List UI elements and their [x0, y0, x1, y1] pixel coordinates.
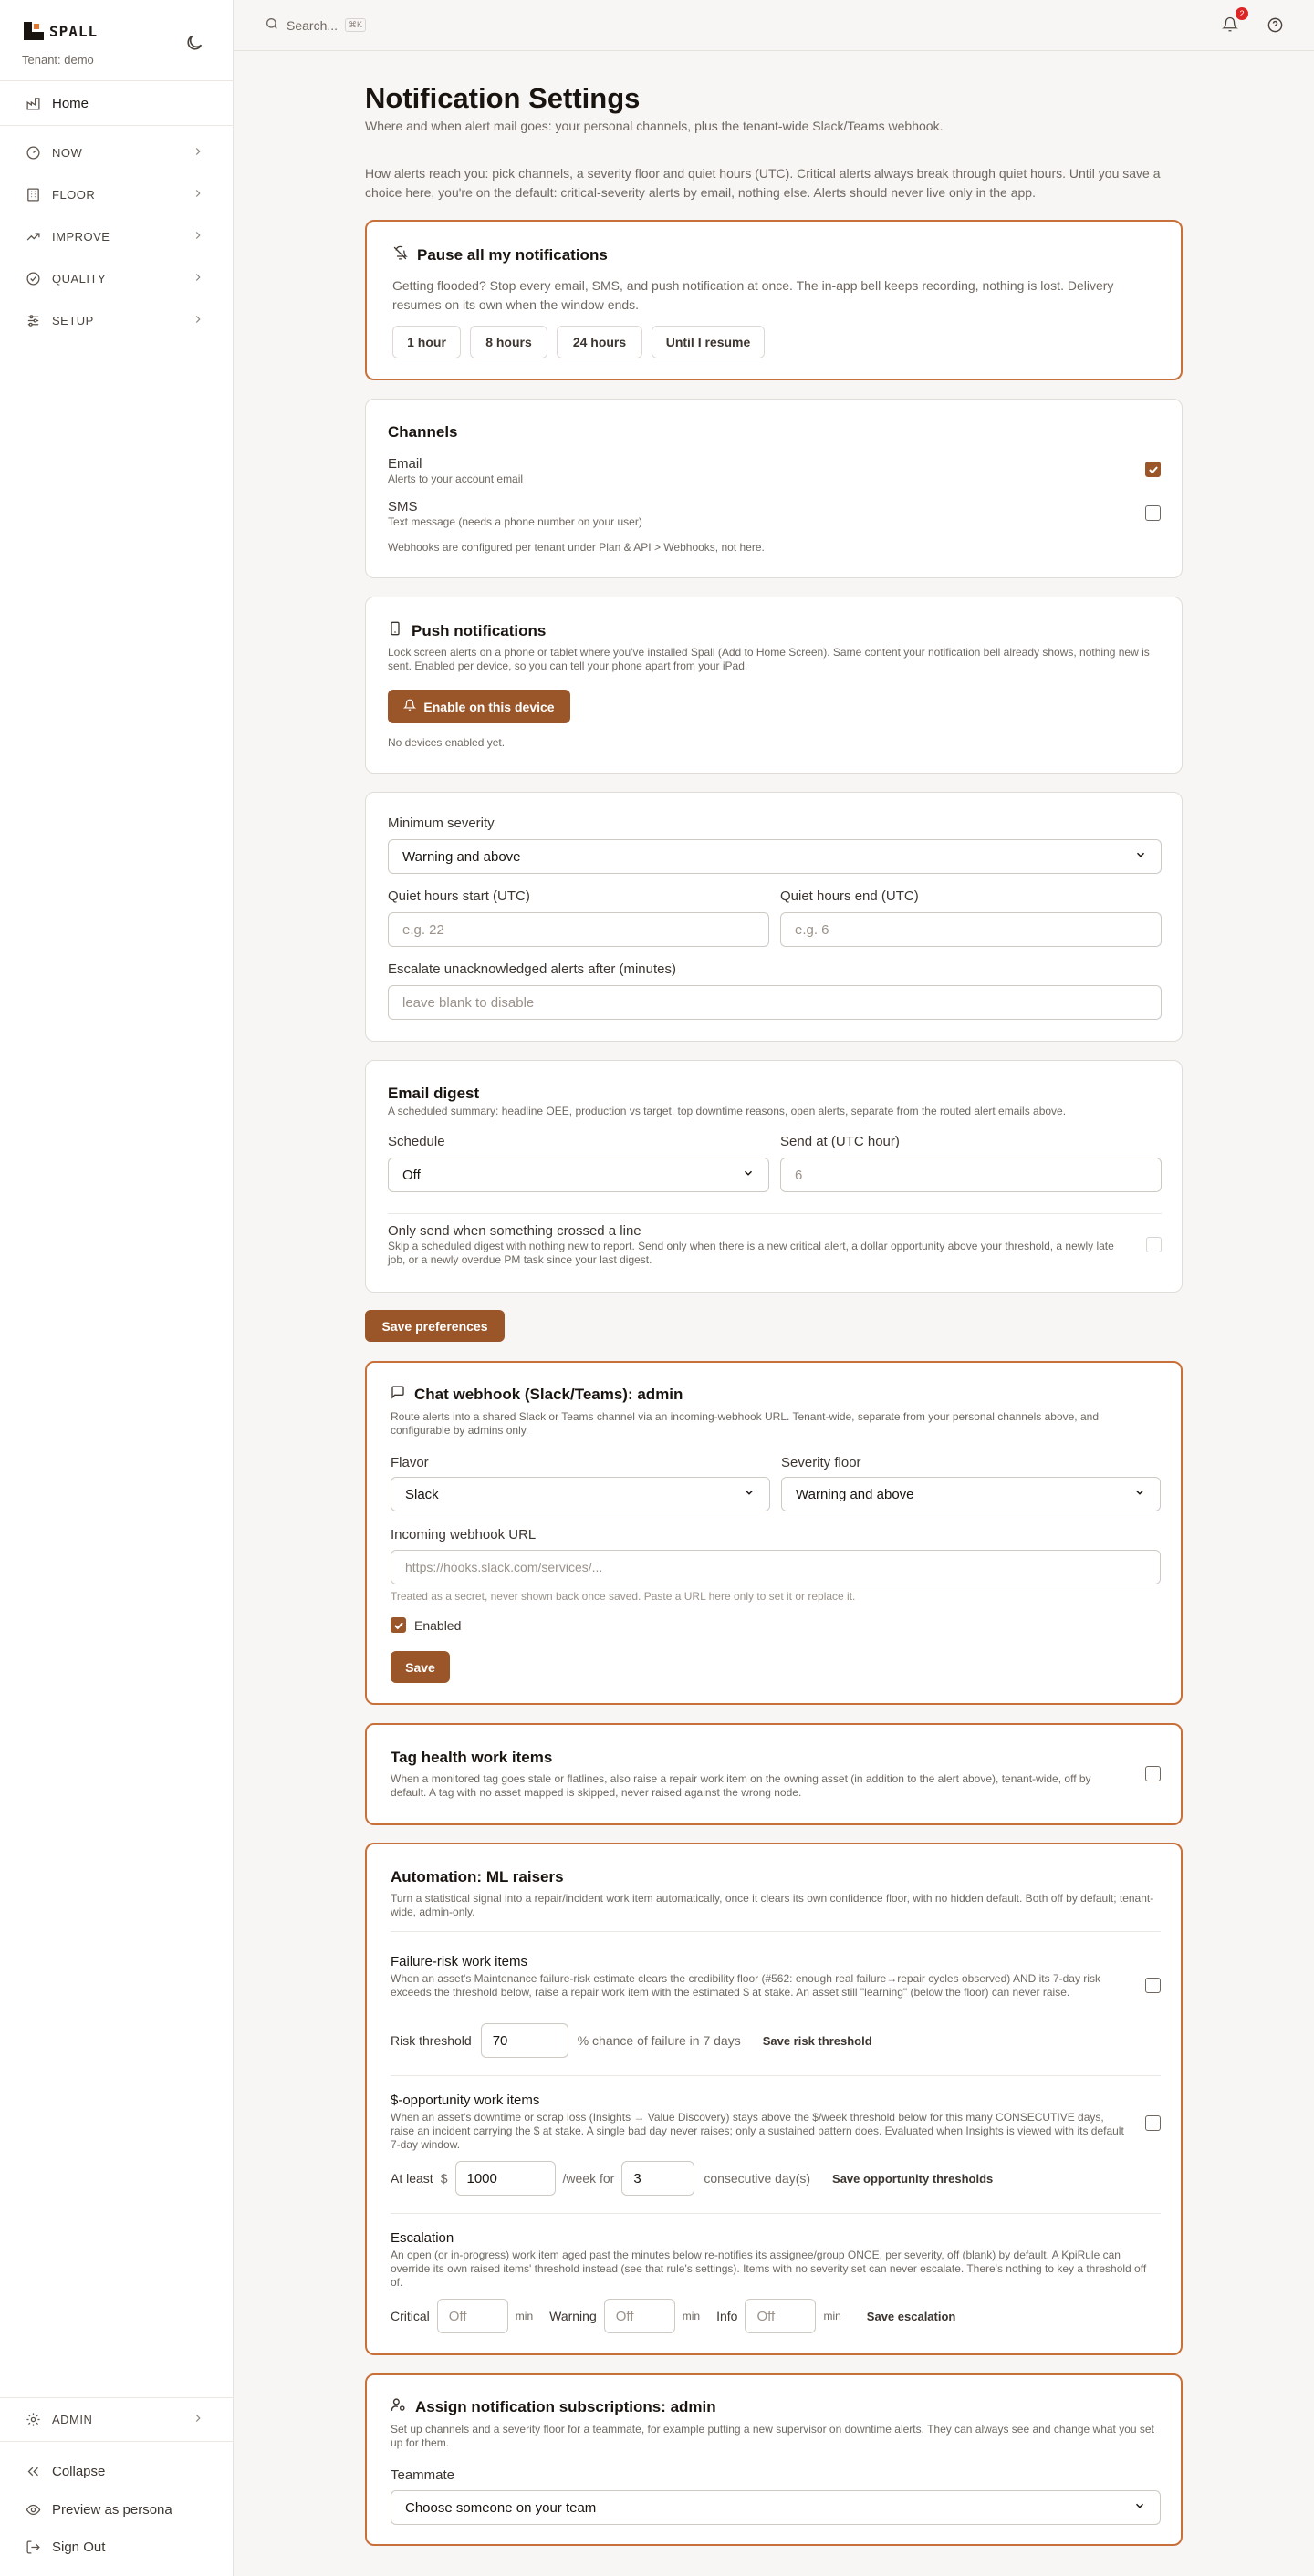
push-description: Lock screen alerts on a phone or tablet where you've installed Spall (Add to Home Screen). Same content your notification bell already shows, nothing new is sent. Enabled per device, so you can tell your phone apart from your iPad. — [388, 646, 1150, 672]
severity-card — [365, 792, 1183, 1042]
flavor-label: Flavor — [391, 1455, 429, 1470]
help-icon[interactable] — [1267, 16, 1284, 34]
preview-label: Preview as persona — [52, 2501, 172, 2518]
esc-info-input[interactable]: Off — [745, 2299, 816, 2333]
chevrons-left-icon — [26, 2464, 41, 2479]
building-icon — [26, 187, 41, 203]
chevron-down-icon — [742, 1167, 755, 1183]
ml-raisers-card — [365, 1843, 1183, 2355]
flavor-value: Slack — [405, 1486, 439, 1502]
tag-health-description: When a monitored tag goes stale or flatlines, also raise a repair work item on the owning asset (in addition to the alert above), tenant-wide, off by default. A tag with no asset mapped is skipped, never raised against the wrong node. — [391, 1772, 1091, 1799]
sidebar-item-setup[interactable] — [0, 299, 234, 341]
tag-health-card — [365, 1723, 1183, 1825]
ml-divider — [391, 2075, 1161, 2076]
assign-title: Assign notification subscriptions: admin — [415, 2398, 716, 2415]
tag-health-title: Tag health work items — [391, 1749, 553, 1766]
sidebar-item-now[interactable] — [0, 131, 234, 173]
page-intro: How alerts reach you: pick channels, a severity floor and quiet hours (UTC). Critical alerts always break through quiet hours. Until you save a choice here, you're on the default: critical-severity alerts by email, nothing else. Alerts should never live only in the app. — [365, 166, 1161, 200]
logo-mark-icon — [24, 22, 44, 40]
sign-out-label: Sign Out — [52, 2539, 106, 2555]
failure-risk-checkbox[interactable] — [1145, 1978, 1161, 1993]
brand-logo[interactable] — [24, 22, 98, 40]
sendat-label: Send at (UTC hour) — [780, 1134, 900, 1149]
severity-floor-label: Severity floor — [781, 1455, 861, 1470]
quiet-start-label: Quiet hours start (UTC) — [388, 888, 530, 904]
opportunity-days-input[interactable]: 3 — [621, 2161, 694, 2196]
webhook-description: Route alerts into a shared Slack or Teams channel via an incoming-webhook URL. Tenant-wide, separate from your personal channels above, and configurable by admins only. — [391, 1410, 1099, 1437]
webhook-enabled-label: Enabled — [414, 1617, 462, 1633]
escalation-title: Escalation — [391, 2230, 454, 2246]
sign-out-button[interactable] — [0, 2526, 234, 2568]
webhook-url-note: Treated as a secret, never shown back once saved. Paste a URL here only to set it or replace it. — [391, 1590, 856, 1603]
push-card — [365, 597, 1183, 774]
page-title: Notification Settings — [365, 82, 641, 114]
pause-24h-button[interactable]: 24 hours — [557, 326, 642, 358]
tag-health-checkbox[interactable] — [1145, 1766, 1161, 1781]
bell-off-icon — [392, 245, 408, 265]
esc-critical-input[interactable]: Off — [437, 2299, 508, 2333]
escalate-label: Escalate unacknowledged alerts after (minutes) — [388, 961, 676, 977]
esc-critical-label: Critical — [391, 2309, 430, 2323]
preview-persona-button[interactable] — [0, 2488, 234, 2530]
save-risk-threshold-button[interactable]: Save risk threshold — [762, 2033, 872, 2048]
channels-title: Channels — [388, 423, 458, 441]
log-out-icon — [26, 2540, 41, 2555]
opportunity-currency: $ — [440, 2171, 448, 2186]
opportunity-description: When an asset's downtime or scrap loss (Insights → Value Discovery) stays above the $/week threshold below for this many CONSECUTIVE days, raise an incident carrying the $ at stake. A single bad day never raises; only a sustained pattern does. Evaluated when Insights is viewed with its default 7-day window. — [391, 2111, 1124, 2151]
esc-warning-input[interactable]: Off — [604, 2299, 675, 2333]
push-title: Push notifications — [412, 621, 547, 639]
sidebar-item-label: Home — [52, 95, 89, 111]
sidebar — [0, 0, 234, 2576]
esc-warning-unit: min — [682, 2310, 701, 2322]
factory-icon — [26, 96, 41, 111]
assign-description: Set up channels and a severity floor for a teammate, for example putting a new supervisor on downtime alerts. They can always see and change what you set up for them. — [391, 2423, 1154, 2449]
sidebar-divider — [0, 125, 234, 126]
only-send-label: Only send when something crossed a line — [388, 1223, 641, 1239]
teammate-select[interactable] — [391, 2490, 1161, 2525]
enable-push-label: Enable on this device — [423, 699, 555, 714]
digest-divider — [388, 1213, 1162, 1214]
schedule-value: Off — [402, 1167, 421, 1183]
failure-risk-description: When an asset's Maintenance failure-risk estimate clears the credibility floor (#562: enough real failure→repair cycles observed) AND its 7-day risk exceeds the threshold below, raise a repair work item with the estimated $ at stake. An asset still "learning" (below the floor) can never raise. — [391, 1972, 1100, 1999]
min-severity-value: Warning and above — [402, 848, 521, 865]
sidebar-item-label: FLOOR — [52, 187, 96, 202]
pause-card — [365, 220, 1183, 380]
digest-description: A scheduled summary: headline OEE, production vs target, top downtime reasons, open alerts, separate from the routed alert emails above. — [388, 1105, 1067, 1117]
push-status: No devices enabled yet. — [388, 736, 506, 749]
chevron-down-icon — [1133, 1486, 1146, 1502]
severity-floor-value: Warning and above — [796, 1486, 914, 1502]
sidebar-item-label: QUALITY — [52, 271, 107, 286]
teammate-value: Choose someone on your team — [405, 2499, 597, 2516]
collapse-button[interactable] — [0, 2450, 234, 2492]
check-circle-icon — [26, 271, 41, 286]
sidebar-item-home[interactable] — [0, 82, 234, 124]
schedule-select[interactable] — [388, 1158, 769, 1192]
sms-description: Text message (needs a phone number on your user) — [388, 515, 642, 528]
only-send-description: Skip a scheduled digest with nothing new to report. Send only when there is a new critical alert, a dollar opportunity above your threshold, a newly late job, or a newly overdue PM task since your last digest. — [388, 1240, 1114, 1266]
bell-icon — [403, 699, 416, 714]
opportunity-atleast-label: At least — [391, 2171, 433, 2186]
quiet-start-input[interactable]: e.g. 22 — [388, 912, 769, 947]
sidebar-item-label: NOW — [52, 145, 83, 160]
risk-threshold-suffix: % chance of failure in 7 days — [577, 2033, 741, 2048]
sidebar-item-quality[interactable] — [0, 257, 234, 299]
sms-checkbox[interactable] — [1145, 505, 1161, 521]
sidebar-item-admin[interactable] — [0, 2398, 234, 2440]
collapse-label: Collapse — [52, 2463, 106, 2479]
channels-card — [365, 399, 1183, 578]
smartphone-icon — [388, 621, 402, 640]
brand-name: SPALL — [49, 22, 99, 40]
chevron-down-icon — [1134, 848, 1147, 865]
chevron-right-icon — [192, 145, 204, 158]
bell-icon[interactable] — [1222, 16, 1238, 33]
chevron-right-icon — [192, 271, 204, 284]
opportunity-checkbox[interactable] — [1145, 2115, 1161, 2131]
min-severity-select[interactable] — [388, 839, 1162, 874]
ml-title: Automation: ML raisers — [391, 1868, 564, 1885]
esc-info-unit: min — [823, 2310, 841, 2322]
save-escalation-button[interactable]: Save escalation — [866, 2309, 956, 2323]
webhook-url-label: Incoming webhook URL — [391, 1527, 537, 1542]
severity-floor-select[interactable] — [781, 1477, 1161, 1511]
email-description: Alerts to your account email — [388, 473, 524, 485]
chat-icon — [391, 1385, 405, 1404]
sms-label: SMS — [388, 499, 418, 514]
sidebar-item-label: SETUP — [52, 313, 94, 327]
pause-description: Getting flooded? Stop every email, SMS, and push notification at once. The in-app bell keeps recording, nothing is lost. Delivery resumes on its own when the window ends. — [392, 278, 1114, 312]
gauge-icon — [26, 145, 41, 161]
digest-title: Email digest — [388, 1085, 480, 1102]
gear-icon — [26, 2412, 41, 2427]
only-send-checkbox[interactable] — [1146, 1237, 1162, 1252]
opportunity-week-label: /week for — [562, 2171, 615, 2186]
min-severity-label: Minimum severity — [388, 815, 495, 831]
notification-count-badge: 2 — [1236, 7, 1248, 20]
user-cog-icon — [391, 2397, 406, 2417]
sliders-icon — [26, 313, 41, 328]
save-preferences-button[interactable]: Save preferences — [365, 1310, 505, 1342]
webhook-url-input[interactable]: https://hooks.slack.com/services/... — [391, 1550, 1161, 1584]
chevron-right-icon — [192, 229, 204, 242]
email-checkbox[interactable] — [1145, 462, 1161, 477]
sidebar-item-label: IMPROVE — [52, 229, 110, 244]
trending-up-icon — [26, 229, 41, 244]
risk-threshold-label: Risk threshold — [391, 2033, 472, 2048]
sidebar-item-label: ADMIN — [52, 2412, 93, 2426]
escalation-description: An open (or in-progress) work item aged past the minutes below re-notifies its assignee/group ONCE, per severity, off (blank) by default. A KpiRule can override its own raised items' threshold instead (see that rule's settings). Items with no severity set can never escalate. There's nothing to key a threshold off of. — [391, 2249, 1147, 2289]
quiet-end-label: Quiet hours end (UTC) — [780, 888, 919, 904]
pause-8h-button[interactable]: 8 hours — [470, 326, 548, 358]
tenant-label: Tenant: demo — [22, 53, 94, 67]
webhooks-note: Webhooks are configured per tenant under Plan & API > Webhooks, not here. — [388, 541, 765, 554]
ml-divider — [391, 2213, 1161, 2214]
enable-push-button[interactable] — [388, 690, 570, 723]
opportunity-title: $-opportunity work items — [391, 2093, 540, 2108]
assign-card — [365, 2373, 1183, 2546]
search-input[interactable] — [265, 16, 366, 34]
page-subtitle: Where and when alert mail goes: your personal channels, plus the tenant-wide Slack/Teams webhook. — [365, 119, 944, 133]
sidebar-divider — [0, 80, 234, 81]
esc-critical-unit: min — [515, 2310, 534, 2322]
webhook-title: Chat webhook (Slack/Teams): admin — [414, 1385, 683, 1403]
sendat-input[interactable]: 6 — [780, 1158, 1162, 1192]
webhook-card — [365, 1361, 1183, 1705]
schedule-label: Schedule — [388, 1134, 445, 1149]
chevron-down-icon — [1133, 2499, 1146, 2516]
search-shortcut: ⌘K — [345, 18, 366, 32]
digest-card — [365, 1060, 1183, 1293]
ml-divider — [391, 1931, 1161, 1932]
chevron-right-icon — [192, 2412, 204, 2425]
eye-icon — [26, 2502, 41, 2518]
opportunity-amount-input[interactable]: 1000 — [455, 2161, 556, 2196]
risk-threshold-input[interactable]: 70 — [481, 2023, 568, 2058]
email-label: Email — [388, 456, 422, 472]
pause-1h-button[interactable]: 1 hour — [392, 326, 461, 358]
pause-until-resume-button[interactable]: Until I resume — [652, 326, 765, 358]
webhook-save-button[interactable]: Save — [391, 1651, 450, 1683]
flavor-select[interactable] — [391, 1477, 770, 1511]
moon-icon[interactable] — [184, 33, 204, 53]
pause-title: Pause all my notifications — [417, 246, 608, 264]
esc-info-label: Info — [716, 2309, 738, 2323]
chevron-right-icon — [192, 187, 204, 200]
failure-risk-title: Failure-risk work items — [391, 1954, 528, 1969]
sidebar-divider — [0, 2441, 234, 2442]
chevron-down-icon — [743, 1486, 756, 1502]
sidebar-item-improve[interactable] — [0, 215, 234, 257]
sidebar-item-floor[interactable] — [0, 173, 234, 215]
opportunity-days-suffix: consecutive day(s) — [704, 2171, 811, 2186]
webhook-enabled-checkbox[interactable] — [391, 1617, 406, 1633]
topbar — [234, 0, 1314, 51]
teammate-label: Teammate — [391, 2467, 455, 2483]
search-placeholder: Search... — [287, 17, 339, 33]
esc-warning-label: Warning — [549, 2309, 597, 2323]
chevron-right-icon — [192, 313, 204, 326]
quiet-end-input[interactable]: e.g. 6 — [780, 912, 1162, 947]
save-opportunity-button[interactable]: Save opportunity thresholds — [832, 2171, 994, 2186]
ml-description: Turn a statistical signal into a repair/incident work item automatically, once it clears its own confidence floor, with no hidden default. Both off by default; tenant-wide, admin-only. — [391, 1892, 1154, 1918]
escalate-input[interactable]: leave blank to disable — [388, 985, 1162, 1020]
search-icon — [265, 16, 279, 34]
